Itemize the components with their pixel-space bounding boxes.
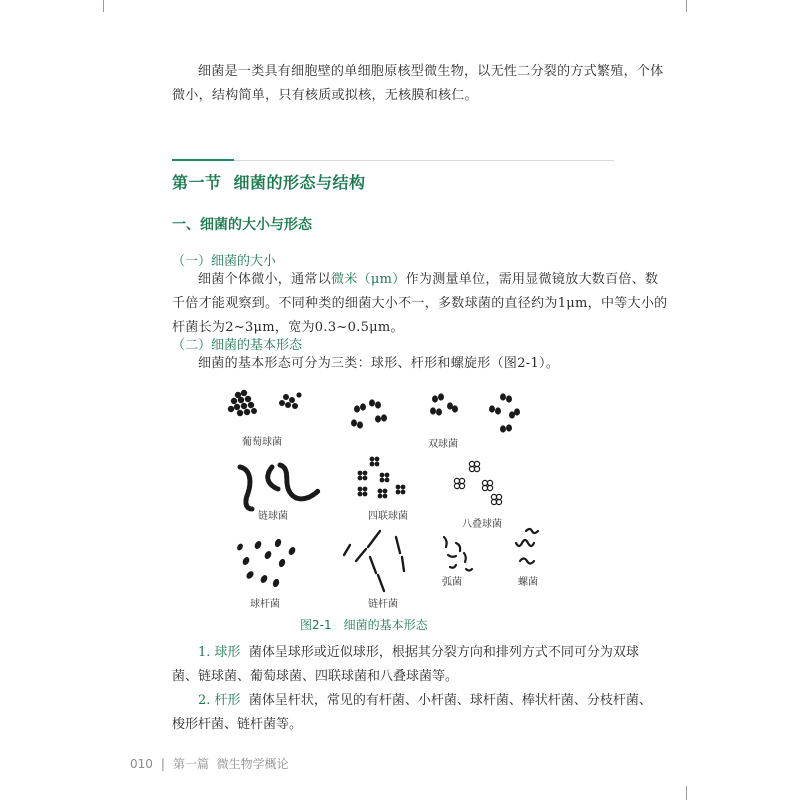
list-item-1-number: 1. 球形	[198, 645, 241, 660]
label-sarcina: 八叠球菌	[462, 519, 502, 530]
section-title	[172, 170, 366, 193]
figure-caption	[300, 616, 428, 633]
staph-drawing	[228, 390, 302, 416]
section-number: 第一节	[172, 173, 222, 192]
footer-separator: |	[160, 757, 165, 771]
label-spirillum: 螺菌	[518, 577, 538, 588]
label-vibrio: 弧菌	[442, 577, 462, 588]
list-item-1-line-1: 菌体呈球形或近似球形，根据其分裂方向和排列方式不同可分为双球	[248, 645, 639, 660]
vibrio-drawing	[444, 537, 472, 571]
diplo-drawing	[351, 393, 520, 432]
label-strepto: 链球菌	[258, 511, 288, 522]
shape-heading: （二）细菌的基本形态	[172, 338, 303, 353]
spirillum-drawing	[516, 529, 538, 564]
size-heading: （一）细菌的大小	[172, 254, 277, 269]
section-name: 细菌的形态与结构	[233, 173, 366, 192]
crop-mark-top-right	[686, 0, 687, 12]
label-coccobacillus: 球杆菌	[250, 599, 280, 610]
list-item-2-line-1: 菌体呈杆状，常见的有杆菌、小杆菌、球杆菌、棒状杆菌、分枝杆菌、	[248, 693, 652, 708]
shape-line-1: 细菌的基本形态可分为三类：球形、杆形和螺旋形（图2-1）。	[198, 356, 560, 371]
footer-part: 第一篇	[172, 757, 209, 771]
label-diplo: 双球菌	[428, 439, 458, 450]
figure-caption-number: 图2-1	[300, 618, 332, 632]
coccobacillus-drawing	[236, 538, 297, 588]
size-line-1-pre: 细菌个体微小，通常以	[198, 272, 332, 287]
subsection-title: 一、细菌的大小与形态	[172, 217, 312, 233]
footer-title: 微生物学概论	[216, 757, 289, 771]
section-rule	[172, 160, 614, 161]
page-footer	[130, 755, 289, 772]
tetrad-drawing	[358, 457, 406, 499]
label-tetrad: 四联球菌	[368, 511, 408, 522]
size-unit-highlight: 微米（μm）	[331, 272, 406, 287]
sarcina-drawing	[454, 461, 501, 504]
figure-caption-text: 细菌的基本形态	[343, 618, 428, 632]
list-item-2-number: 2. 杆形	[198, 693, 241, 708]
size-line-3: 杆菌长为2~3μm，宽为0.3~0.5μm。	[172, 320, 404, 335]
size-line-1-post: 作为测量单位，需用显微镜放大数百倍、数	[405, 272, 659, 287]
intro-line-1: 细菌是一类具有细胞壁的单细胞原核型微生物，以无性二分裂的方式繁殖，个体	[198, 64, 664, 79]
list-item-spherical	[172, 641, 639, 689]
label-staph: 葡萄球菌	[242, 437, 282, 448]
list-item-rod	[172, 689, 652, 737]
strepto-drawing	[240, 465, 318, 509]
size-paragraph	[172, 268, 667, 340]
intro-line-2: 微小，结构简单，只有核质或拟核，无核膜和核仁。	[172, 88, 478, 103]
page-number: 010	[130, 757, 153, 771]
crop-mark-bottom-right	[686, 786, 687, 800]
bacteria-morphology-figure	[220, 385, 560, 615]
intro-paragraph	[172, 60, 664, 108]
chain-bacillus-drawing	[344, 531, 404, 591]
crop-mark-top-left	[103, 0, 104, 12]
list-item-1-line-2: 菌、链球菌、葡萄球菌、四联球菌和八叠球菌等。	[172, 669, 459, 684]
list-item-2-line-2: 梭形杆菌、链杆菌等。	[172, 717, 303, 732]
size-line-2: 千倍才能观察到。不同种类的细菌大小不一，多数球菌的直径约为1μm，中等大小的	[172, 296, 668, 311]
section-rule-accent	[172, 159, 234, 161]
size-line-1	[172, 268, 667, 292]
label-chain-bacillus: 链杆菌	[368, 599, 398, 610]
